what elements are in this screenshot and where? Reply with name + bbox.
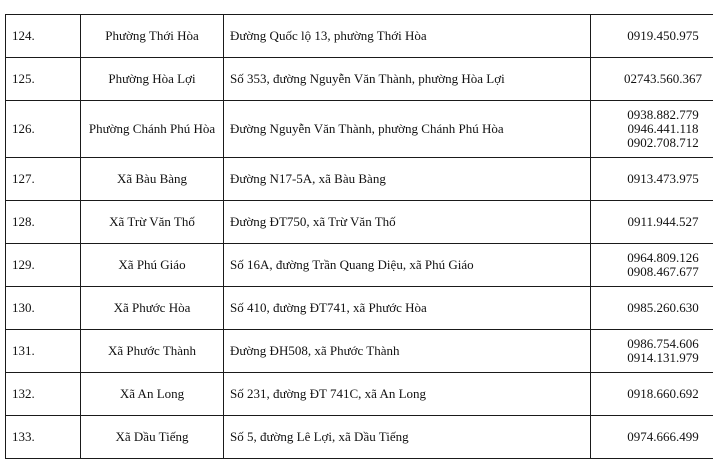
unit-name: Xã Trừ Văn Thố [81,201,224,244]
address: Số 16A, đường Trần Quang Diệu, xã Phú Giáo [224,244,591,287]
row-number: 126. [6,101,81,158]
phone-number: 0938.882.779 [627,107,699,122]
phone-number: 0974.666.499 [627,429,699,444]
phone-cell [591,158,713,201]
table-row [6,201,713,244]
row-number: 132. [6,373,81,416]
row-number: 130. [6,287,81,330]
table-row [6,373,713,416]
phone-number: 0986.754.606 [627,336,699,351]
phone-number: 0911.944.527 [627,214,699,229]
table-row [6,244,713,287]
unit-name: Xã Phú Giáo [81,244,224,287]
row-number: 128. [6,201,81,244]
address: Đường Quốc lộ 13, phường Thới Hòa [224,15,591,58]
phone-cell [591,244,713,287]
contact-table [5,14,713,459]
phone-number: 02743.560.367 [624,71,702,86]
phone-number: 0985.260.630 [627,300,699,315]
row-number: 131. [6,330,81,373]
table-row [6,287,713,330]
unit-name: Xã Phước Thành [81,330,224,373]
row-number: 129. [6,244,81,287]
unit-name: Phường Hòa Lợi [81,58,224,101]
address: Số 231, đường ĐT 741C, xã An Long [224,373,591,416]
address: Đường N17-5A, xã Bàu Bàng [224,158,591,201]
phone-cell [591,201,713,244]
phone-cell [591,330,713,373]
phone-number: 0908.467.677 [627,264,699,279]
address: Đường ĐH508, xã Phước Thành [224,330,591,373]
phone-cell [591,373,713,416]
unit-name: Xã Dầu Tiếng [81,416,224,459]
unit-name: Xã An Long [81,373,224,416]
phone-cell [591,101,713,158]
phone-cell [591,416,713,459]
contact-table-body [6,15,713,459]
phone-number: 0913.473.975 [627,171,699,186]
table-row [6,101,713,158]
row-number: 133. [6,416,81,459]
table-row [6,416,713,459]
phone-number: 0919.450.975 [627,28,699,43]
unit-name: Phường Thới Hòa [81,15,224,58]
address: Số 353, đường Nguyễn Văn Thành, phường Hòa Lợi [224,58,591,101]
row-number: 125. [6,58,81,101]
unit-name: Phường Chánh Phú Hòa [81,101,224,158]
phone-cell [591,58,713,101]
phone-number: 0902.708.712 [627,135,699,150]
address: Số 5, đường Lê Lợi, xã Dầu Tiếng [224,416,591,459]
row-number: 124. [6,15,81,58]
address: Số 410, đường ĐT741, xã Phước Hòa [224,287,591,330]
phone-number: 0918.660.692 [627,386,699,401]
table-row [6,58,713,101]
row-number: 127. [6,158,81,201]
phone-number: 0964.809.126 [627,250,699,265]
phone-number: 0946.441.118 [627,121,699,136]
phone-cell [591,15,713,58]
address: Đường ĐT750, xã Trừ Văn Thố [224,201,591,244]
phone-number: 0914.131.979 [627,350,699,365]
address: Đường Nguyễn Văn Thành, phường Chánh Phú Hòa [224,101,591,158]
unit-name: Xã Phước Hòa [81,287,224,330]
unit-name: Xã Bàu Bàng [81,158,224,201]
table-row [6,330,713,373]
table-row [6,15,713,58]
phone-cell [591,287,713,330]
table-row [6,158,713,201]
